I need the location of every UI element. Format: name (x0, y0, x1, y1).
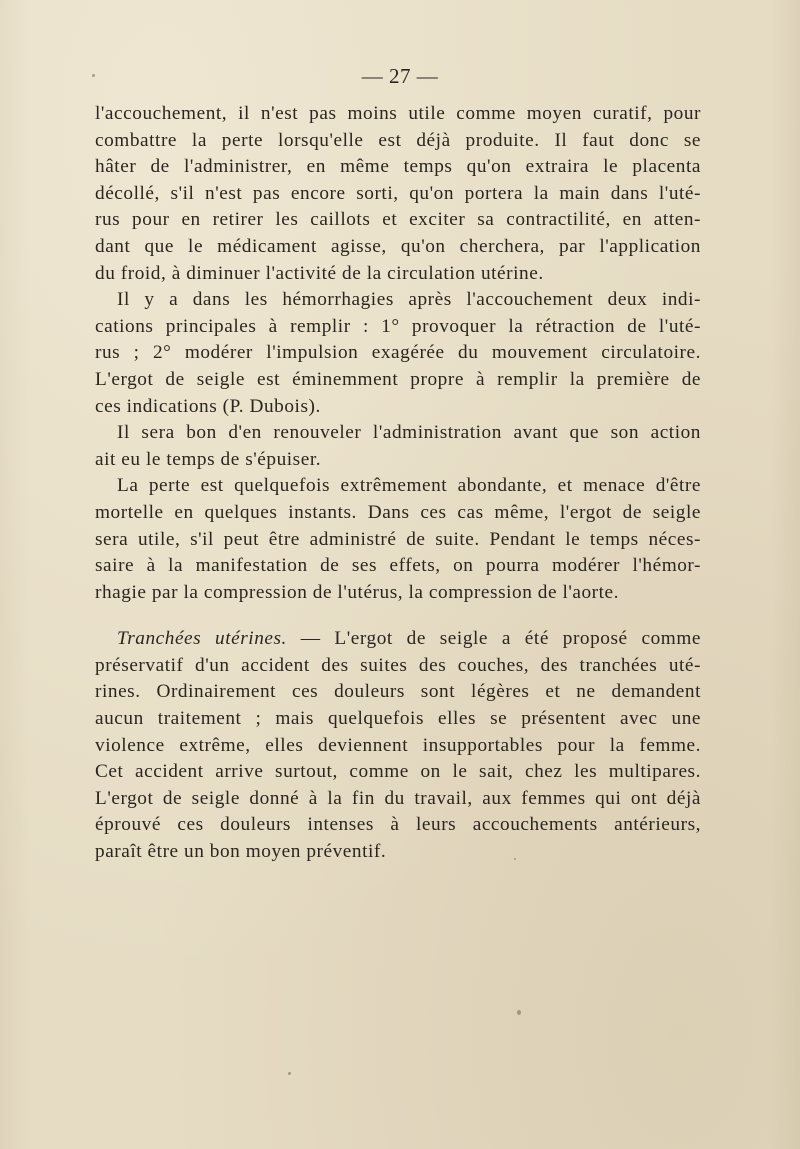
body-text (95, 101, 701, 866)
text-line: rines. Ordinairement ces douleurs sont légères et ne demandent (95, 681, 701, 703)
text-line: ces indications (P. Dubois). (95, 395, 321, 417)
section-first-line-text: — L'ergot de seigle a été proposé comme (286, 628, 701, 650)
text-line: préservatif d'un accident des suites des couches, des tranchées uté- (95, 654, 701, 676)
text-line: La perte est quelquefois extrêmement abondante, et menace d'être (117, 475, 701, 497)
text-line: éprouvé ces douleurs intenses à leurs accouchements antérieurs, (95, 814, 701, 836)
text-line: L'ergot de seigle est éminemment propre à remplir la première de (95, 368, 701, 390)
text-line: Il sera bon d'en renouveler l'administration avant que son action (117, 422, 701, 444)
text-line: rhagie par la compression de l'utérus, la compression de l'aorte. (95, 581, 620, 603)
text-line: violence extrême, elles deviennent insupportables pour la femme. (95, 734, 701, 756)
section-heading: Tranchées utérines. (117, 628, 287, 650)
text-line: rus ; 2° modérer l'impulsion exagérée du mouvement circulatoire. (95, 342, 701, 364)
section-tranchees-uterines (95, 626, 701, 865)
paragraph-1 (95, 101, 701, 287)
page-number: — 27 — (361, 64, 439, 88)
section-spacer (95, 606, 701, 626)
text-line: paraît être un bon moyen préventif. (95, 841, 387, 863)
text-line: mortelle en quelques instants. Dans ces cas même, l'ergot de seigle (95, 501, 701, 523)
text-line: l'accouchement, il n'est pas moins utile comme moyen curatif, pour (95, 103, 701, 124)
text-line: combattre la perte lorsqu'elle est déjà produite. Il faut donc se (95, 129, 701, 151)
text-line: ait eu le temps de s'épuiser. (95, 448, 322, 470)
paper-speck (514, 858, 516, 860)
text-line: rus pour en retirer les caillots et exciter sa contractilité, en atten- (95, 209, 701, 231)
paragraph-3 (95, 420, 701, 473)
text-line: sera utile, s'il peut être administré de suite. Pendant le temps néces- (95, 528, 701, 550)
paragraph-4 (95, 473, 701, 606)
text-line: aucun traitement ; mais quelquefois elles se présentent avec une (95, 708, 701, 730)
text-line: décollé, s'il n'est pas encore sorti, qu'on portera la main dans l'uté- (95, 182, 701, 204)
text-line: Cet accident arrive surtout, comme on le sait, chez les multipares. (95, 761, 701, 783)
text-line: hâter de l'administrer, en même temps qu'on extraira le placenta (95, 156, 701, 178)
text-line: dant que le médicament agisse, qu'on cherchera, par l'application (95, 235, 701, 257)
paper-speck (288, 1072, 291, 1075)
text-line: saire à la manifestation de ses effets, on pourra modérer l'hémor- (95, 555, 701, 577)
section-first-line (95, 626, 701, 653)
text-line: L'ergot de seigle donné à la fin du travail, aux femmes qui ont déjà (95, 787, 701, 809)
paper-speck (92, 74, 95, 77)
paragraph-2 (95, 287, 701, 420)
text-line: Il y a dans les hémorrhagies après l'accouchement deux indi- (117, 289, 701, 311)
text-line: du froid, à diminuer l'activité de la circulation utérine. (95, 262, 544, 284)
paper-speck (517, 1010, 521, 1015)
text-line: cations principales à remplir : 1° provoquer la rétraction de l'uté- (95, 315, 701, 337)
